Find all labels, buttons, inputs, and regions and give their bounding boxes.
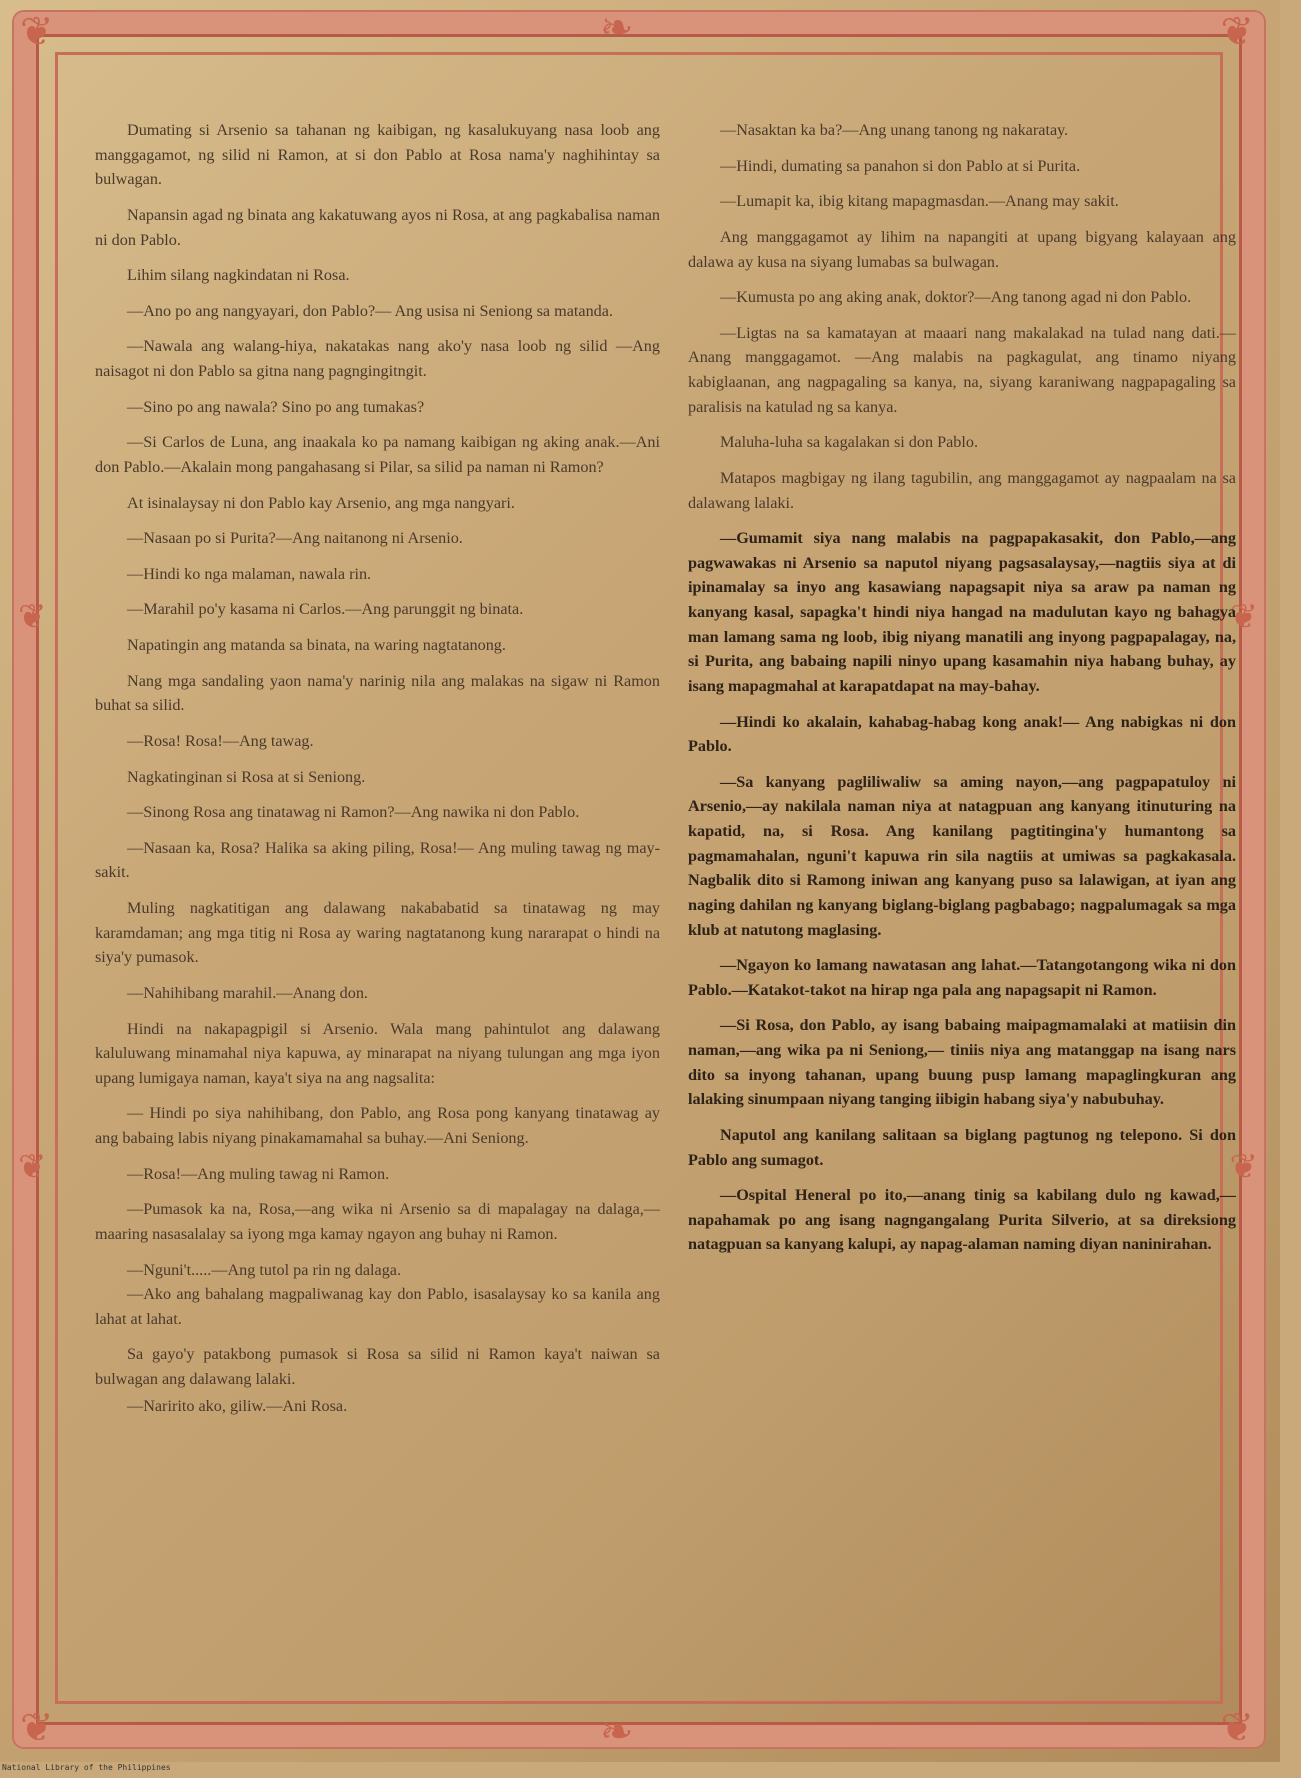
- paragraph: Lihim silang nagkindatan ni Rosa.: [127, 266, 350, 285]
- bottom-center-ornament-icon: ❧: [600, 1709, 634, 1755]
- corner-ornament-icon: ❦: [20, 9, 54, 55]
- paragraph: —Nasaktan ka ba?—Ang unang tanong ng nakaratay.: [720, 121, 1069, 139]
- paragraph: — Hindi po siya nahihibang, don Pablo, ang Rosa pong kanyang tinatawag ay ang babaing labis niyang pinakamamahal sa buhay.—Ani Seniong.: [95, 1104, 660, 1147]
- paragraph: Sa gayo'y patakbong pumasok si Rosa sa silid ni Ramon kaya't naiwan sa bulwagan ang dalawang lalaki.: [95, 1345, 660, 1388]
- paragraph: —Naririto ako, giliw.—Ani Rosa.: [127, 1396, 348, 1415]
- paragraph: Hindi na nakapagpigil si Arsenio. Wala mang pahintulot ang dalawang kaluluwang minamahal niya kapuwa, ay minarapat na niyang tulungan ang mga iyon upang lumigaya naman, kaya't siya na ang nagsalita:: [95, 1019, 660, 1087]
- paragraph: —Nahihibang marahil.—Anang don.: [127, 983, 368, 1002]
- side-ornament-icon: ❦: [1229, 1147, 1258, 1187]
- paragraph: —Hindi ko akalain, kahabag-habag kong anak!— Ang nabigkas ni don Pablo.: [688, 712, 1236, 756]
- paragraph: Muling nagkatitigan ang dalawang nakababatid sa tinatawag ng may karamdaman; ang mga titig ni Rosa ay waring nagtatanong kung nararapat o hindi na siya'y pumasok.: [95, 899, 660, 967]
- paragraph: Dumating si Arsenio sa tahanan ng kaibigan, ng kasalukuyang nasa loob ang manggagamot, ng silid ni Ramon, at si don Pablo at Rosa nama'y naghihintay sa bulwagan.: [95, 121, 660, 189]
- paragraph: —Ligtas na sa kamatayan at maaari nang makalakad na tulad nang dati.—Anang manggagamot. —Ang malabis na pagkagulat, ang tinamo niyang kabiglaanan, ang nagpagaling sa kanya, na, siyang karaniwang nagpapagaling sa paralisis na katulad ng sa kanya.: [688, 323, 1236, 416]
- paragraph: —Hindi, dumating sa panahon si don Pablo at si Purita.: [720, 156, 1081, 175]
- paragraph: —Sino po ang nawala? Sino po ang tumakas?: [127, 397, 425, 416]
- paragraph: —Si Carlos de Luna, ang inaakala ko pa namang kaibigan ng aking anak.—Ani don Pablo.—Akalain mong pangahasang si Pilar, sa silid pa naman ni Ramon?: [95, 433, 660, 476]
- paragraph: —Gumamit siya nang malabis na pagpapakasakit, don Pablo,—ang pagwawakas ni Arsenio sa naputol niyang pagsasalaysay,—nagtiis siya at di ipinamalay sa inyo ang kasawiang napagsapit niya sa araw pa naman ng kanyang kasal, sapagka't hindi niya hangad na madulutan kayo ng bahagya man lamang sama ng loob, ibig niyang manatili ang inyong pagpapalagay, na, si Purita, ang babaing napili ninyo upang kasamahin niya habang buhay, ay isang mapagmahal at karapatdapat na may-bahay.: [688, 529, 1236, 695]
- paragraph: —Nguni't.....—Ang tutol pa rin ng dalaga.: [127, 1260, 402, 1279]
- paragraph: —Sinong Rosa ang tinatawag ni Ramon?—Ang nawika ni don Pablo.: [127, 803, 580, 822]
- paragraph: —Nawala ang walang-hiya, nakatakas nang ako'y nasa loob ng silid —Ang naisagot ni don Pablo sa gitna nang pagngingitngit.: [95, 337, 660, 380]
- paragraph: Naputol ang kanilang salitaan sa biglang pagtunog ng telepono. Si don Pablo ang sumagot.: [688, 1125, 1236, 1169]
- top-center-ornament-icon: ❧: [600, 5, 634, 51]
- paragraph: —Sa kanyang pagliliwaliw sa aming nayon,—ang pagpapatuloy ni Arsenio,—ay nakilala naman niya at natagpuan ang kanyang itinuturing na kapatid, na, si Rosa. Ang kanilang pagtitingina'y humantong sa pagmamahalan, nguni't kapuwa rin sila nagtiis at umiwas sa pagkakasala. Nagbalik dito si Ramong iniwan ang kanyang puso sa lalawigan, at iyan ang naging dahilan ng kanyang biglang-biglang pagbabago; nagpalumagak sa mga klub at natutong maglasing.: [688, 772, 1236, 939]
- paragraph: —Lumapit ka, ibig kitang mapagmasdan.—Anang may sakit.: [720, 192, 1119, 211]
- paragraph: —Marahil po'y kasama ni Carlos.—Ang parunggit ng binata.: [127, 600, 524, 619]
- paragraph: —Nasaan po si Purita?—Ang naitanong ni Arsenio.: [127, 529, 463, 548]
- paragraph: Matapos magbigay ng ilang tagubilin, ang manggagamot ay nagpaalam na sa dalawang lalaki.: [688, 468, 1236, 512]
- side-ornament-icon: ❦: [1229, 597, 1258, 637]
- paragraph: —Ospital Heneral po ito,—anang tinig sa kabilang dulo ng kawad,—napahamak po ang isang nagngangalang Purita Silverio, at sa direksiong natagpuan sa kanyang kalupi, ay napag-alaman naming diyan naninirahan.: [688, 1186, 1236, 1254]
- paragraph: —Rosa!—Ang muling tawag ni Ramon.: [127, 1164, 390, 1183]
- paragraph: Nagkatinginan si Rosa at si Seniong.: [127, 767, 366, 786]
- paragraph: —Kumusta po ang aking anak, doktor?—Ang tanong agad ni don Pablo.: [720, 288, 1192, 307]
- side-ornament-icon: ❦: [18, 1147, 47, 1187]
- paragraph: —Si Rosa, don Pablo, ay isang babaing maipagmamalaki at matiisin din naman,—ang wika pa ni Seniong,— tiniis niya ang matanggap na isang nars dito sa inyong tahanan, upang buung pusp lamang mapaglingkuran ang lalaking sinumpaan niyang tanging iibigin habang siya'y nabubuhay.: [688, 1016, 1236, 1109]
- paragraph: Nang mga sandaling yaon nama'y narinig nila ang malakas na sigaw ni Ramon buhat sa silid.: [95, 671, 660, 715]
- paragraph: Napatingin ang matanda sa binata, na waring nagtatanong.: [127, 636, 506, 654]
- paragraph: At isinalaysay ni don Pablo kay Arsenio, ang mga nangyari.: [127, 493, 515, 512]
- paragraph: —Hindi ko nga malaman, nawala rin.: [127, 564, 372, 583]
- paragraph: —Nasaan ka, Rosa? Halika sa aking piling, Rosa!— Ang muling tawag ng may-sakit.: [95, 838, 660, 882]
- corner-ornament-icon: ❦: [20, 1705, 54, 1751]
- paragraph: —Ano po ang nangyayari, don Pablo?— Ang usisa ni Seniong sa matanda.: [127, 301, 613, 320]
- right-text-column: [688, 118, 1236, 1268]
- side-ornament-icon: ❦: [18, 597, 47, 637]
- corner-ornament-icon: ❦: [1220, 9, 1254, 55]
- paragraph: Maluha-luha sa kagalakan si don Pablo.: [720, 433, 979, 452]
- source-credit: National Library of the Philippines: [2, 1763, 171, 1772]
- paragraph: —Pumasok ka na, Rosa,—ang wika ni Arsenio sa di mapalagay na dalaga,—maaring nasasalalay sa iyong mga kamay ngayon ang buhay ni Ramon.: [95, 1200, 660, 1243]
- paragraph: —Ako ang bahalang magpaliwanag kay don Pablo, isasalaysay ko sa kanila ang lahat at lahat.: [95, 1285, 660, 1328]
- paragraph: Ang manggagamot ay lihim na napangiti at upang bigyang kalayaan ang dalawa ay kusa na siyang lumabas sa bulwagan.: [688, 227, 1236, 271]
- left-text-column: [95, 118, 660, 1429]
- corner-ornament-icon: ❦: [1220, 1705, 1254, 1751]
- paragraph: —Ngayon ko lamang nawatasan ang lahat.—Tatangotangong wika ni don Pablo.—Katakot-takot na hirap nga pala ang napagsapit ni Ramon.: [688, 956, 1236, 999]
- paragraph: —Rosa! Rosa!—Ang tawag.: [127, 731, 314, 750]
- paragraph: Napansin agad ng binata ang kakatuwang ayos ni Rosa, at ang pagkabalisa naman ni don Pablo.: [95, 205, 660, 249]
